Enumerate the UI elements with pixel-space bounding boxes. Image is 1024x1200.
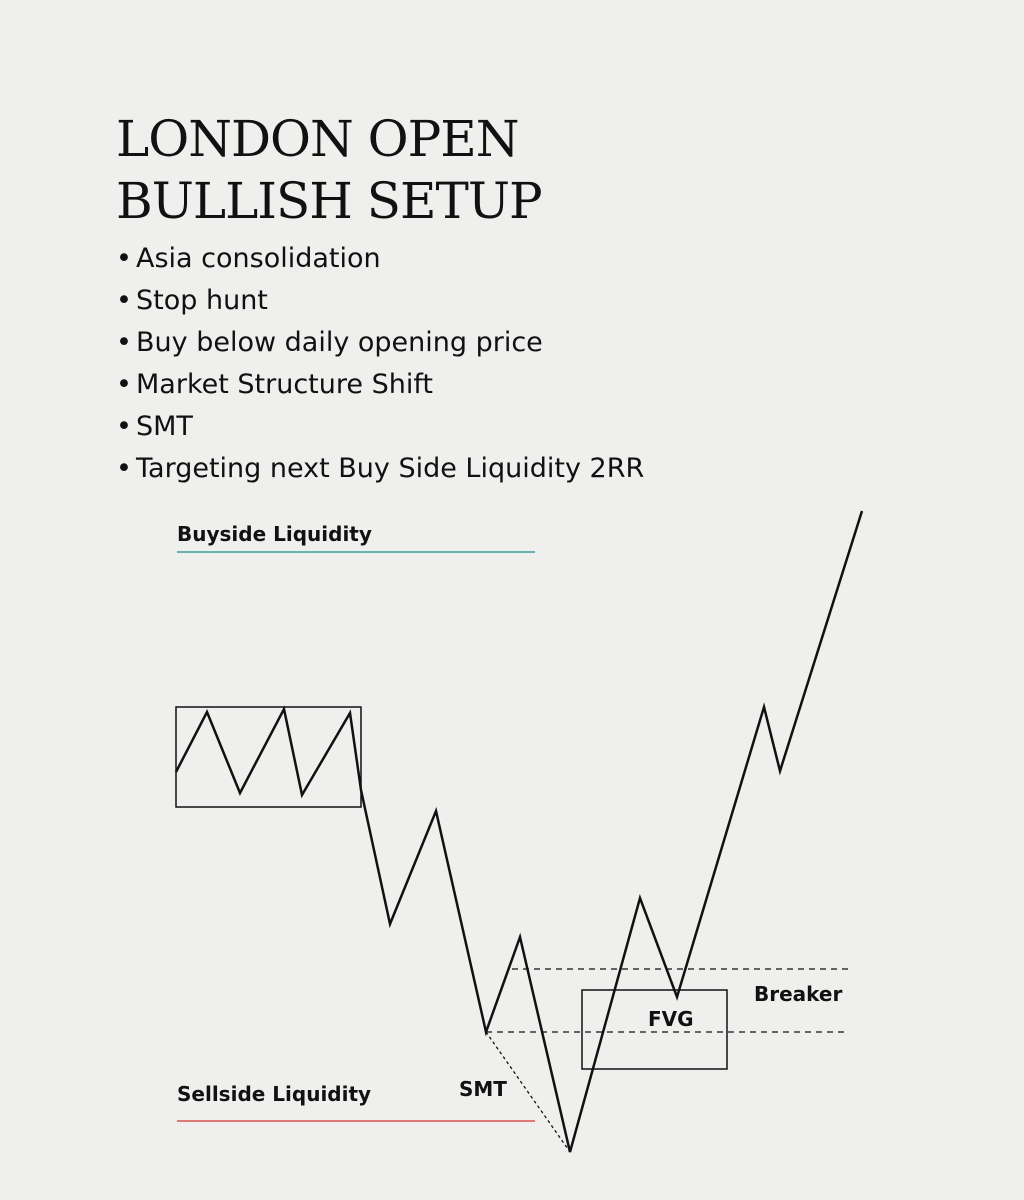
bullet-dot: • (116, 243, 132, 274)
bullet-text: Asia consolidation (136, 243, 381, 274)
price-action-line (176, 511, 862, 1152)
bullet-text: Stop hunt (136, 285, 268, 316)
buyside-liquidity-label: Buyside Liquidity (177, 522, 372, 546)
sellside-liquidity-label: Sellside Liquidity (177, 1082, 372, 1106)
breaker-label: Breaker (754, 982, 843, 1006)
title-line-2: BULLISH SETUP (116, 172, 542, 230)
bullet-text: SMT (136, 411, 193, 442)
bullet-text: Buy below daily opening price (136, 327, 543, 358)
bullet-text: Market Structure Shift (136, 369, 433, 400)
bullet-dot: • (116, 411, 132, 442)
bullet-text: Targeting next Buy Side Liquidity 2RR (136, 453, 645, 484)
bullet-dot: • (116, 285, 132, 316)
asia-consolidation-box (176, 707, 361, 807)
bullet-dot: • (116, 453, 132, 484)
fvg-label: FVG (648, 1007, 694, 1031)
bullet-dot: • (116, 369, 132, 400)
smt-label: SMT (459, 1077, 507, 1101)
title-line-1: LONDON OPEN (116, 110, 519, 168)
bullet-dot: • (116, 327, 132, 358)
